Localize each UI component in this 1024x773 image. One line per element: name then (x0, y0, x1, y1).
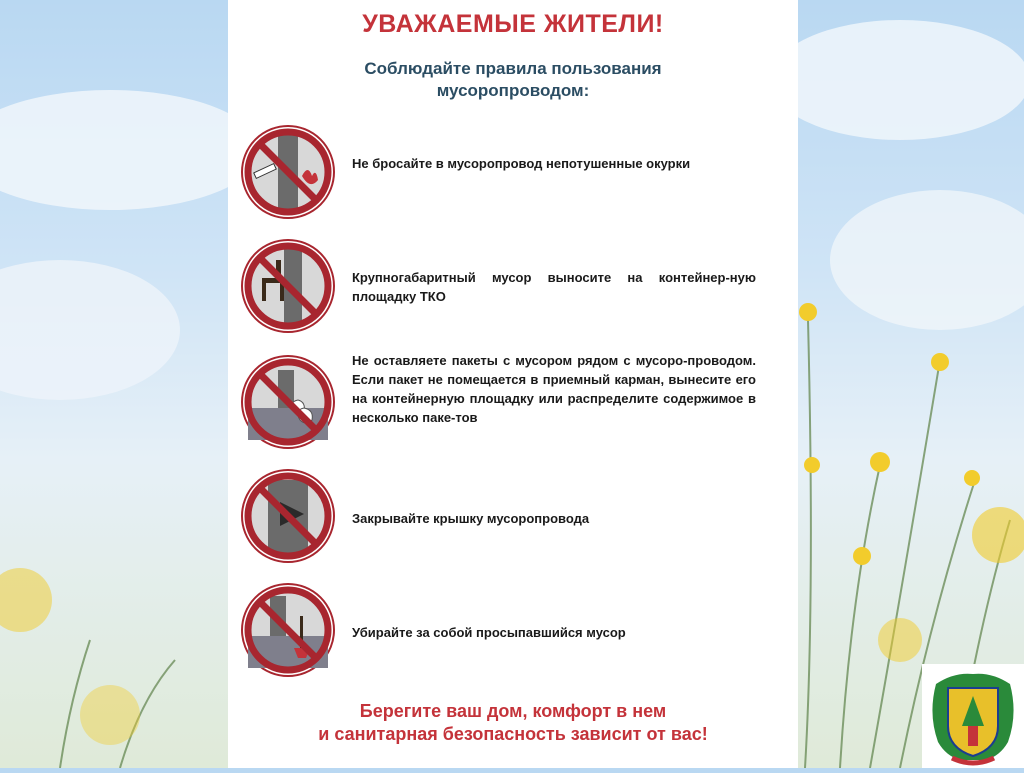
district-coat-of-arms-icon (922, 664, 1024, 768)
clean-spilled-waste-icon (240, 582, 336, 678)
poster-title: УВАЖАЕМЫЕ ЖИТЕЛИ! (362, 10, 664, 38)
close-chute-lid-icon (240, 468, 336, 564)
subtitle-line-2: мусоропроводом: (436, 81, 590, 100)
rules-poster (228, 0, 798, 768)
footer-line-2: и санитарная безопасность зависит от вас! (318, 724, 708, 744)
no-cigarette-butts-icon (240, 124, 336, 220)
footer-line-1: Берегите ваш дом, комфорт в нем (359, 701, 667, 721)
subtitle-line-1: Соблюдайте правила пользования (364, 59, 662, 78)
rule-text-5: Убирайте за собой просыпавшийся мусор (352, 625, 626, 640)
poster-footer (228, 700, 798, 746)
no-bulky-waste-icon (240, 238, 336, 334)
rule-text-2: Крупногабаритный мусор выносите на контейнер-ную площадку ТКО (352, 270, 756, 304)
no-bags-near-chute-icon (240, 354, 336, 450)
rule-text-3: Не оставляете пакеты с мусором рядом с мусоро-проводом. Если пакет не помещается в приемный карман, вынесите его на контейнерную площадку или распределите содержимое в несколько паке-тов (352, 353, 756, 425)
rule-text-4: Закрывайте крышку мусоропровода (352, 511, 590, 526)
poster-subtitle (308, 58, 718, 102)
rule-text-1: Не бросайте в мусоропровод непотушенные окурки (352, 156, 691, 171)
